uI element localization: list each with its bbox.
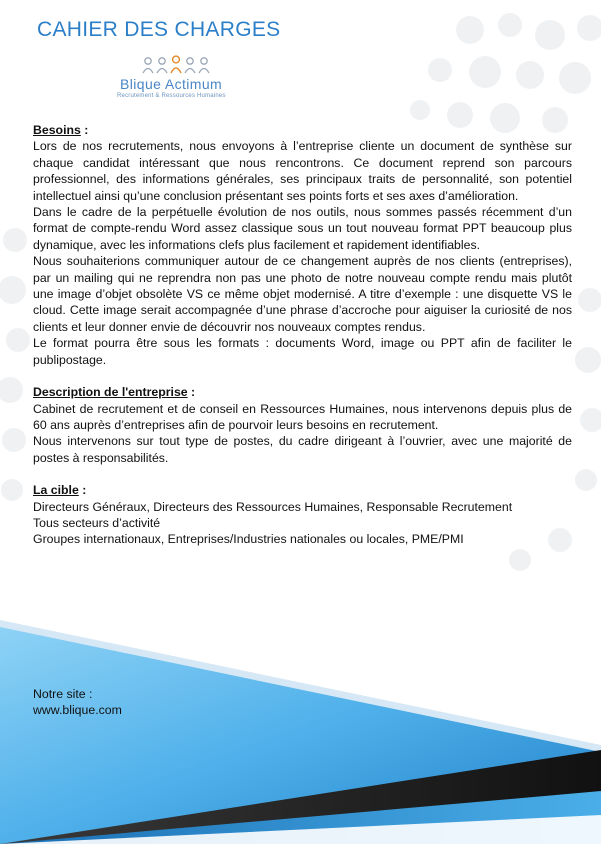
paragraph: Nous intervenons sur tout type de postes, du cadre dirigeant à l’ouvrier, avec une majorité de postes à responsabilités.: [33, 434, 572, 465]
paragraph: Nous souhaiterions communiquer autour de ce changement auprès de nos clients (entreprises), par un mailing qui ne reprendra non pas une photo de notre nouveau compte rendu mais plutôt une image d’objet obsolète VS ce même objet modernisé. A titre d’exemple : une disquette VS le cloud. Cette image serait accompagnée d’une phrase d’accroche pour aiguiser la curiosité de nos clients et leur donner envie de découvrir nos nouveaux comptes rendus.: [33, 254, 572, 334]
logo-name: Blique Actimum: [120, 76, 223, 92]
logo-subtitle: Recrutement & Ressources Humaines: [117, 93, 226, 99]
paragraph: Cabinet de recrutement et de conseil en Ressources Humaines, nous intervenons depuis plus de 60 ans auprès d’entreprises afin de pourvoir leurs besoins en recrutement.: [33, 401, 572, 432]
section-heading-cible: La cible :: [33, 483, 87, 498]
website-label: Notre site :: [33, 687, 93, 701]
section-heading-besoins: Besoins :: [33, 123, 89, 137]
paragraph: Dans le cadre de la perpétuelle évolution de nos outils, nous sommes passés récemment d’un format de compte-rendu Word assez classique sous un tout nouveau format PPT beaucoup plus dynamique, avec les informations clefs plus facilement et rapidement identifiables.: [33, 205, 572, 252]
target-line: Groupes internationaux, Entreprises/Industries nationales ou locales, PME/PMI: [33, 532, 464, 547]
document-title: CAHIER DES CHARGES: [37, 18, 281, 41]
target-line: Directeurs Généraux, Directeurs des Ressources Humaines, Responsable Recrutement: [33, 499, 513, 514]
target-line: Tous secteurs d’activité: [33, 515, 161, 530]
company-logo: [114, 55, 244, 105]
paragraph: Lors de nos recrutements, nous envoyons à l’entreprise cliente un document de synthèse sur chaque candidat intéressant que nous rencontrons. Ce document reprend son parcours professionnel, des informations générales, ses principaux traits de personnalité, son potentiel intellectuel ainsi qu’une conclusion présentant ses points forts et ses axes d’amélioration.: [33, 139, 572, 203]
website-link[interactable]: www.blique.com: [33, 703, 122, 718]
paragraph: Le format pourra être sous les formats : documents Word, image ou PPT afin de faciliter le publipostage.: [33, 336, 572, 367]
people-logo-icon: [142, 55, 212, 75]
footer-decoration: [0, 615, 601, 844]
section-heading-entreprise: Description de l'entreprise :: [33, 385, 196, 400]
document-body: [33, 122, 572, 548]
website-block: [33, 686, 122, 719]
